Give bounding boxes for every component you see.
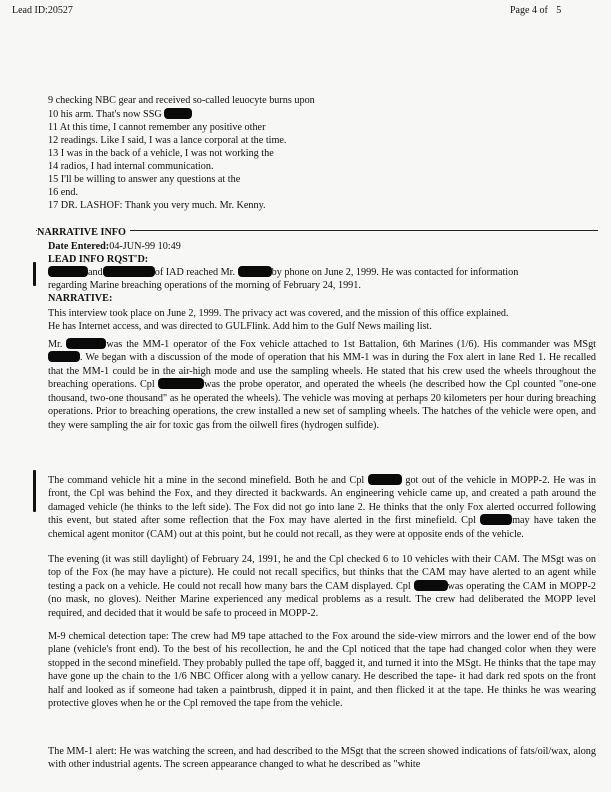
lead-id: Lead ID:20527 [12, 5, 73, 16]
narrative-paragraph: The MM-1 alert: He was watching the screen, and had described to the MSgt that the screen showed indications of fats/oil/wax, along with other industrial agents. The screen appearance changed to what he described as "white [48, 746, 596, 771]
transcript-line: 10 his arm. That's now SSG [48, 108, 192, 121]
narrative-paragraph: Mr. was the MM-1 operator of the Fox vehicle attached to 1st Battalion, 6th Marines (1/6). His commander was MSgt . We began with a discussion of the mode of operation that his MM-1 was in during the Fox alert in lane Red 1. He recalled that the MM-1 could be in the air-high mode and use the sampling wheels. He stated that his crew used the wheels throughout the breaching operations. Cpl was the probe operator, and operated the wheels (he described how the Cpl counted "one-one thousand, two-one thousand" as he operated the wheels). The vehicle was moving at perhaps 20 kilometers per hour during breaching operations. Prior to breaching operations, the crew installed a new set of sampling wheels. The hatches of the vehicle were open, and they were sampling the air for toxic gas from the oilwell fires (hydrogen sulfide). [48, 339, 597, 431]
contact-line: regarding Marine breaching operations of the morning of February 24, 1991. [48, 280, 361, 291]
date-entered: Date Entered:04-JUN-99 10:49 [48, 241, 181, 252]
page-of: of [539, 5, 548, 16]
redaction-box [48, 266, 88, 277]
intro-line: He has Internet access, and was directed to GULFlink. Add him to the Gulf News mailing list. [48, 321, 432, 332]
page-number [510, 4, 561, 17]
redaction-box [158, 378, 204, 389]
redaction-box [480, 514, 512, 525]
narrative-label: NARRATIVE: [48, 293, 113, 304]
narrative-paragraph: M-9 chemical detection tape: The crew had M9 tape attached to the Fox around the side-view mirrors and the lower end of the bow plane (vehicle's front end). To the best of his recollection, he and the Cpl noticed that the tape had changed color when they were stopped in the second minefield. They probably pulled the tape off, bagged it, and turned it into the MSgt. He thinks that the tape may have gone up the chain to the 1/6 NBC Officer along with a yellow canary. He described the tape- it had dark red spots on the front half and looked as if someone had taken a paintbrush, dipped it in paint, and then flicked it at the tape. He thinks he was wearing protective gloves when he or the Cpl removed the tape from the vehicle. [48, 631, 596, 710]
transcript-line: 12 readings. Like I said, I was a lance corporal at the time. [48, 135, 287, 146]
redaction-box [414, 580, 448, 591]
narrative-paragraph: The evening (it was still daylight) of February 24, 1991, he and the Cpl checked 6 to 10 vehicles with their CAM. The MSgt was on top of the Fox (he may have a picture). He could not recall specifics, but thinks that the CAM may have alerted to an agent while testing a pack on a vehicle. He could not recall how many bars the CAM displayed. Cpl was operating the CAM in MOPP-2 (no mask, no gloves). Neither Marine experienced any medical problems as a result. The crew had deliberated the MOPP level required, and decided that it would be safe to proceed in MOPP-2. [48, 554, 596, 619]
transcript-line: 9 checking NBC gear and received so-called leuocyte burns upon [48, 95, 315, 106]
intro-line: This interview took place on June 2, 1999. The privacy act was covered, and the mission of this office explained. [48, 308, 509, 319]
contact-line: and of IAD reached Mr. by phone on June 2, 1999. He was contacted for information [48, 266, 518, 279]
narrative-paragraph: The command vehicle hit a mine in the second minefield. Both he and Cpl got out of the vehicle in MOPP-2. He was in front, the Cpl was behind the Fox, and they directed it backwards. An engineering vehicle came up, and created a path around the damaged vehicle (he thinks to the left side). The Fox did not go into lane 2. He thinks that the only Fox alerted occurred following this event, but stated after some reflection that the Fox may have alerted in the first minefield. Cpl may have taken the chemical agent monitor (CAM) out at this point, but he could not recall, as they were at opposite ends of the vehicle. [48, 475, 596, 540]
transcript-line: 14 radios, I had internal communication. [48, 161, 214, 172]
section-heading: NARRATIVE INFO [37, 226, 130, 239]
margin-bar [33, 470, 36, 512]
redaction-box [48, 351, 80, 362]
page-current: 4 [531, 5, 537, 16]
redaction-box [66, 338, 106, 349]
transcript-line: 11 At this time, I cannot remember any positive other [48, 122, 266, 133]
transcript-line: 15 I'll be willing to answer any questions at the [48, 174, 241, 185]
redaction-box [164, 108, 192, 119]
redaction-box [238, 266, 272, 277]
lead-info-requested: LEAD INFO RQST'D: [48, 254, 149, 265]
redaction-box [368, 474, 402, 485]
page-total: 5 [556, 5, 562, 16]
transcript-line: 17 DR. LASHOF: Thank you very much. Mr. Kenny. [48, 200, 266, 211]
margin-bar [33, 262, 36, 286]
redaction-box [103, 266, 155, 277]
transcript-line: 13 I was in the back of a vehicle, I was not working the [48, 148, 274, 159]
transcript-line: 16 end. [48, 187, 78, 198]
page-label: Page [510, 5, 530, 16]
